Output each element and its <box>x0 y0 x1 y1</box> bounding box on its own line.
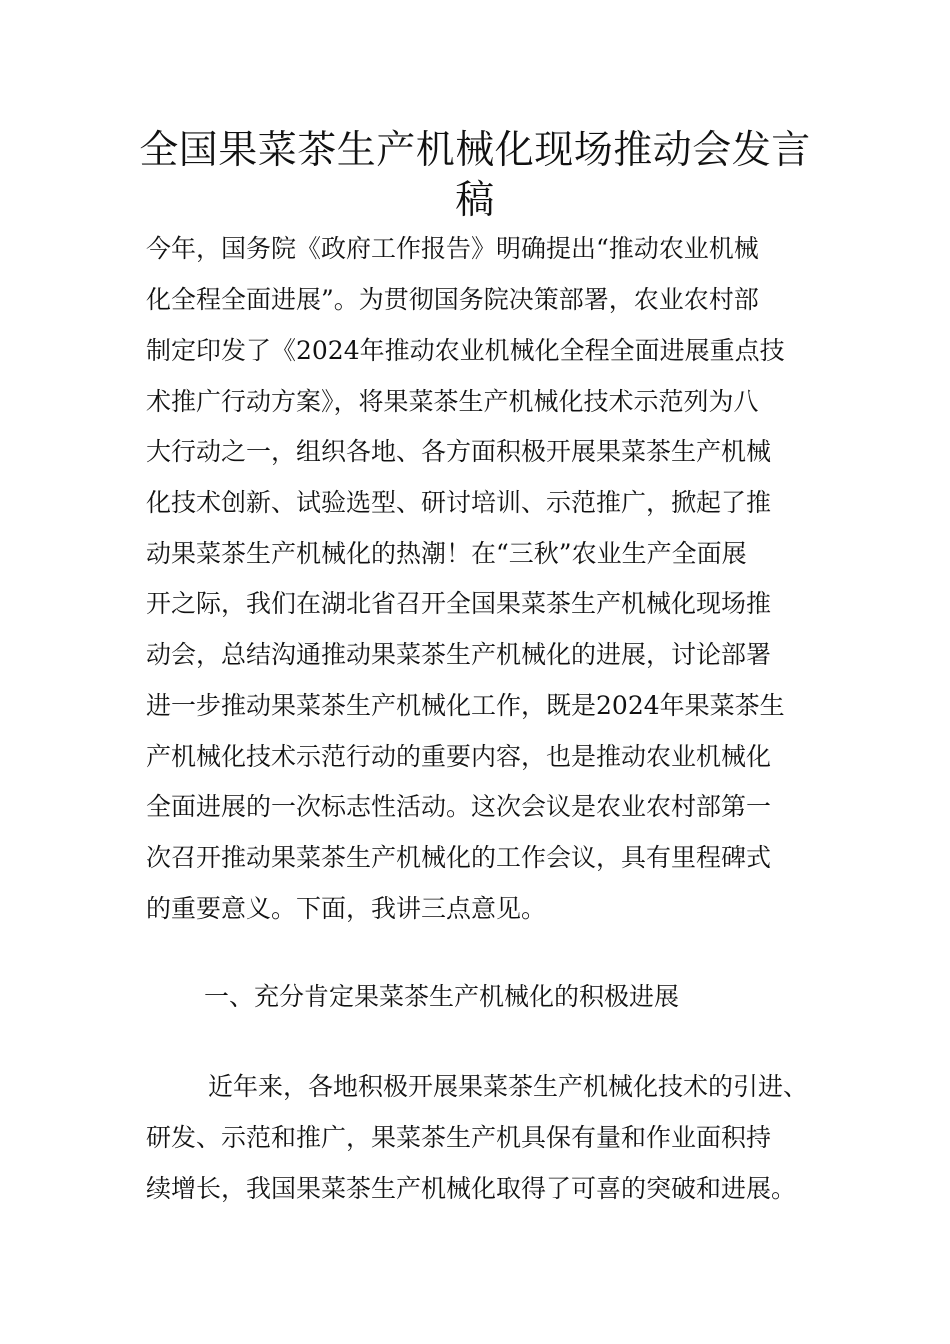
document-title <box>120 126 830 226</box>
text-line: 全面进展的一次标志性活动。这次会议是农业农村部第一 <box>146 792 772 821</box>
text-line: 动会，总结沟通推动果菜茶生产机械化的进展，讨论部署 <box>146 640 772 669</box>
title-line-1: 全国果菜茶生产机械化现场推动会发言 <box>139 128 811 173</box>
text-line: 进一步推动果菜茶生产机械化工作，既是2024年果菜茶生 <box>146 691 785 720</box>
text-line: 术推广行动方案》，将果菜茶生产机械化技术示范列为八 <box>146 387 759 416</box>
section-heading: 一、充分肯定果菜茶生产机械化的积极进展 <box>204 982 680 1011</box>
text-line: 的重要意义。下面，我讲三点意见。 <box>146 894 547 923</box>
text-line: 化全程全面进展”。为贯彻国务院决策部署，农业农村部 <box>146 285 759 314</box>
text-line: 开之际，我们在湖北省召开全国果菜茶生产机械化现场推 <box>146 589 772 618</box>
text-line: 大行动之一，组织各地、各方面积极开展果菜茶生产机械 <box>146 437 772 466</box>
text-line: 产机械化技术示范行动的重要内容，也是推动农业机械化 <box>146 742 772 771</box>
text-line: 制定印发了《2024年推动农业机械化全程全面进展重点技 <box>146 336 785 365</box>
title-line-2: 稿 <box>455 178 495 223</box>
text-line: 研发、示范和推广，果菜茶生产机具保有量和作业面积持 <box>146 1123 772 1152</box>
text-line: 动果菜茶生产机械化的热潮！在“三秋”农业生产全面展 <box>146 539 747 568</box>
text-line: 续增长，我国果菜茶生产机械化取得了可喜的突破和进展。 <box>146 1174 797 1203</box>
text-line: 近年来，各地积极开展果菜茶生产机械化技术的引进、 <box>208 1072 809 1101</box>
text-line: 次召开推动果菜茶生产机械化的工作会议，具有里程碑式 <box>146 843 772 872</box>
text-line: 今年，国务院《政府工作报告》明确提出“推动农业机械 <box>146 234 759 263</box>
text-line: 化技术创新、试验选型、研讨培训、示范推广，掀起了推 <box>146 488 772 517</box>
